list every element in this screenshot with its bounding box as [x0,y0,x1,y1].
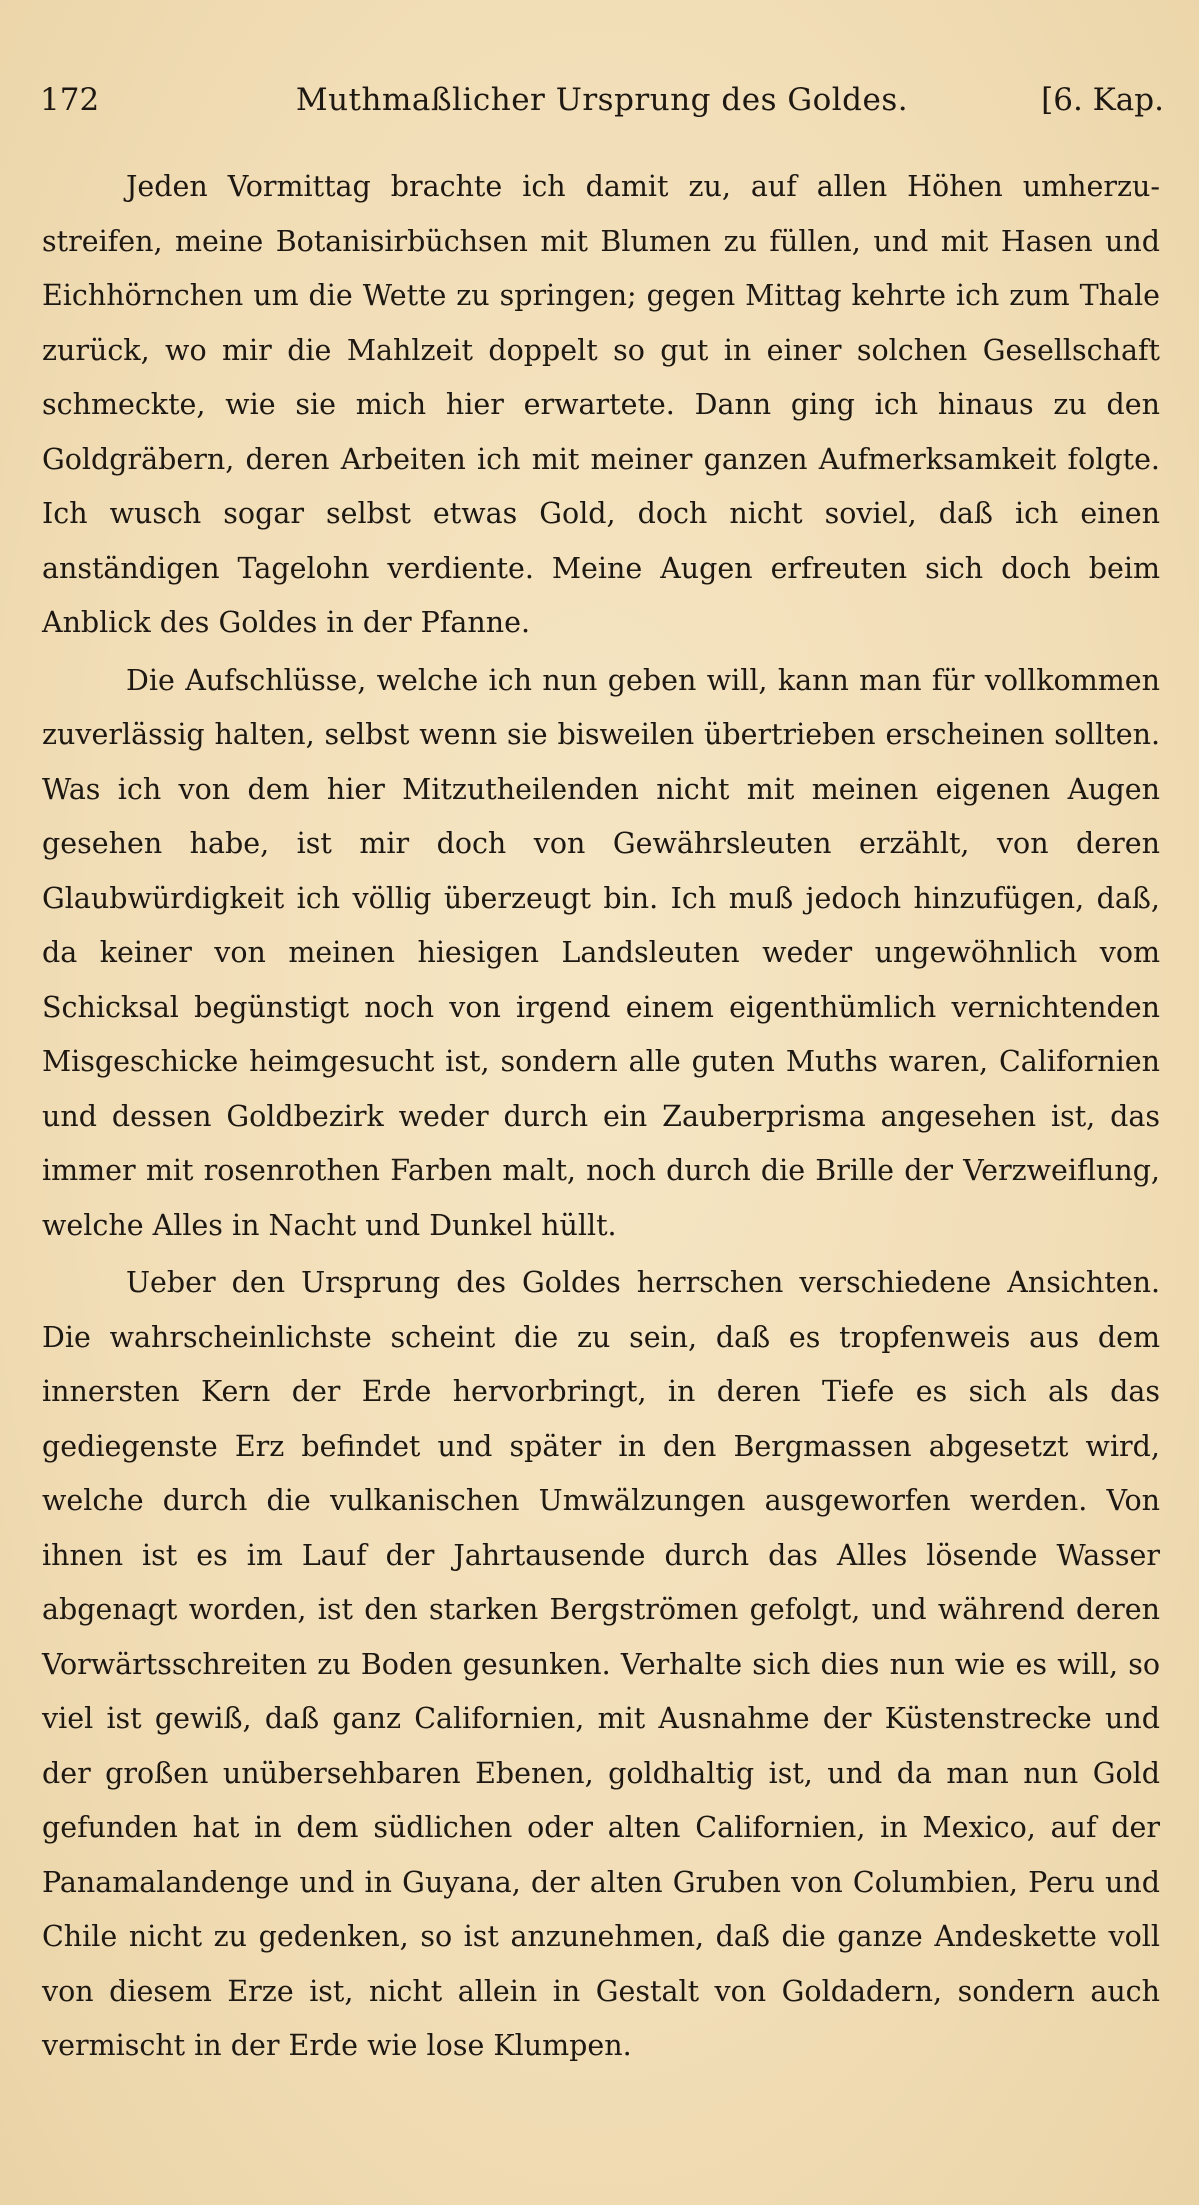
chapter-reference: [6. Kap. [1041,82,1164,118]
paragraph-2: Die Aufschlüsse, welche ich nun geben will, kann man für vollkommen zuverlässig halten, selbst wenn sie bisweilen übertrieben erscheinen sollten. Was ich von dem hier Mitzutheilenden nicht mit meinen eigenen Augen gesehen habe, ist mir doch von Gewährsleuten erzählt, von deren Glaubwürdigkeit ich völlig überzeugt bin. Ich muß jedoch hinzufügen, daß, da keiner von meinen hiesigen Landsleuten weder ungewöhnlich vom Schicksal begünstigt noch von irgend einem eigenthümlich vernichtenden Misgeschicke heimgesucht ist, sondern alle guten Muths waren, Californien und dessen Goldbezirk weder durch ein Zauberprisma angesehen ist, das immer mit rosenrothen Farben malt, noch durch die Brille der Verzweiflung, welche Alles in Nacht und Dunkel hüllt. [42,663,1160,1242]
running-header [40,78,1164,122]
body-text [42,160,1160,2077]
paragraph-1: Jeden Vormittag brachte ich damit zu, auf allen Höhen umherzustreifen, meine Botanisirbüchsen mit Blumen zu füllen, und mit Hasen und Eichhörnchen um die Wette zu springen; gegen Mittag kehrte ich zum Thale zurück, wo mir die Mahlzeit doppelt so gut in einer solchen Gesellschaft schmeckte, wie sie mich hier erwartete. Dann ging ich hinaus zu den Goldgräbern, deren Arbeiten ich mit meiner ganzen Aufmerksamkeit folgte. Ich wusch sogar selbst etwas Gold, doch nicht soviel, daß ich einen anständigen Tagelohn verdiente. Meine Augen erfreuten sich doch beim Anblick des Goldes in der Pfanne. [42,170,1160,639]
paragraph-3: Ueber den Ursprung des Goldes herrschen verschiedene Ansichten. Die wahrscheinlichste scheint die zu sein, daß es tropfenweis aus dem innersten Kern der Erde hervorbringt, in deren Tiefe es sich als das gediegenste Erz befindet und später in den Bergmassen abgesetzt wird, welche durch die vulkanischen Umwälzungen ausgeworfen werden. Von ihnen ist es im Lauf der Jahrtausende durch das Alles lösende Wasser abgenagt worden, ist den starken Bergströmen gefolgt, und während deren Vorwärtsschreiten zu Boden gesunken. Verhalte sich dies nun wie es will, so viel ist gewiß, daß ganz Californien, mit Ausnahme der Küstenstrecke und der großen unübersehbaren Ebenen, goldhaltig ist, und da man nun Gold gefunden hat in dem südlichen oder alten Californien, in Mexico, auf der Panamalandenge und in Guyana, der alten Gruben von Columbien, Peru und Chile nicht zu gedenken, so ist anzunehmen, daß die ganze Andeskette voll von diesem Erze ist, nicht allein in Gestalt von Goldadern, sondern auch vermischt in der Erde wie lose Klumpen. [42,1266,1160,2062]
page-number: 172 [40,82,100,118]
running-title: Muthmaßlicher Ursprung des Goldes. [295,82,909,118]
